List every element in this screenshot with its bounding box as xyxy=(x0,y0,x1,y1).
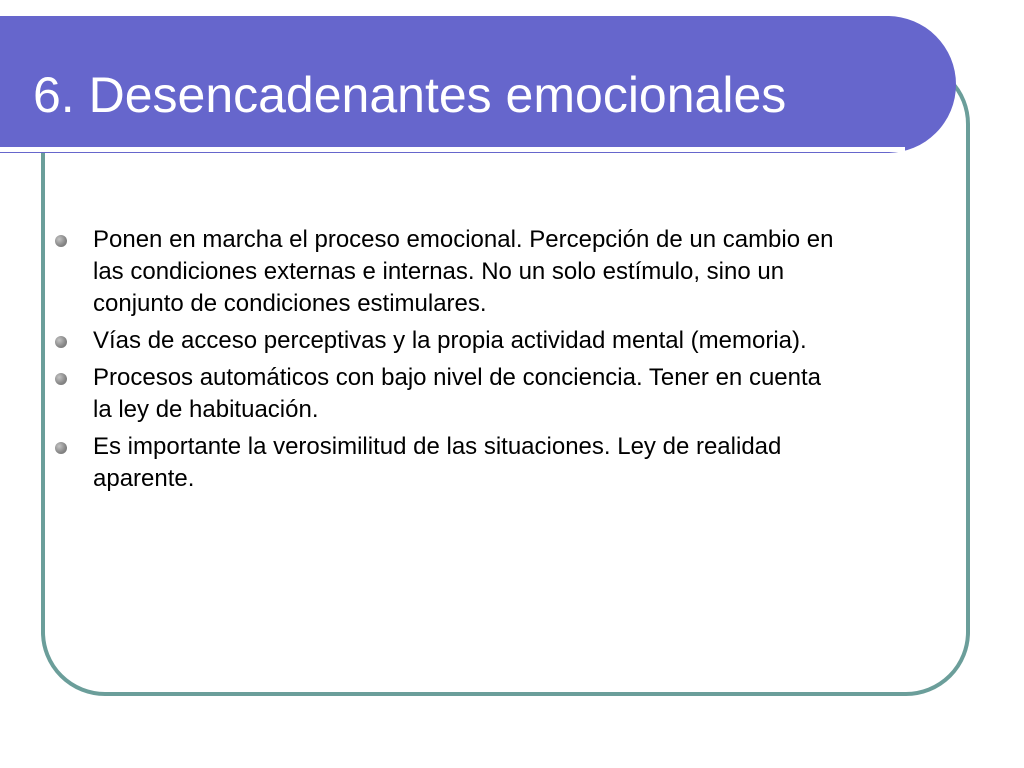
bullet-text-line: Es importante la verosimilitud de las situaciones. Ley de realidad xyxy=(93,433,782,460)
bullet-point-icon xyxy=(55,235,67,247)
bullet-text-line: la ley de habituación. xyxy=(93,396,319,423)
bullet-text-line: aparente. xyxy=(93,465,195,492)
bullet-text-line: conjunto de condiciones estimulares. xyxy=(93,290,487,317)
bullet-item xyxy=(52,224,982,320)
bullet-text-line: Ponen en marcha el proceso emocional. Percepción de un cambio en xyxy=(93,226,834,253)
title-bar xyxy=(0,16,956,153)
title-underline xyxy=(0,147,905,152)
bullet-point-icon xyxy=(55,373,67,385)
bullet-text-line: Vías de acceso perceptivas y la propia actividad mental (memoria). xyxy=(93,327,807,354)
bullet-item xyxy=(52,325,982,357)
bullet-text-line: las condiciones externas e internas. No un solo estímulo, sino un xyxy=(93,258,785,285)
bullet-item xyxy=(52,362,982,426)
slide-title: 6. Desencadenantes emocionales xyxy=(33,67,787,123)
bullet-point-icon xyxy=(55,336,67,348)
bullet-list xyxy=(52,224,982,500)
bullet-text-line: Procesos automáticos con bajo nivel de conciencia. Tener en cuenta xyxy=(93,364,822,391)
bullet-item xyxy=(52,431,982,495)
bullet-point-icon xyxy=(55,442,67,454)
